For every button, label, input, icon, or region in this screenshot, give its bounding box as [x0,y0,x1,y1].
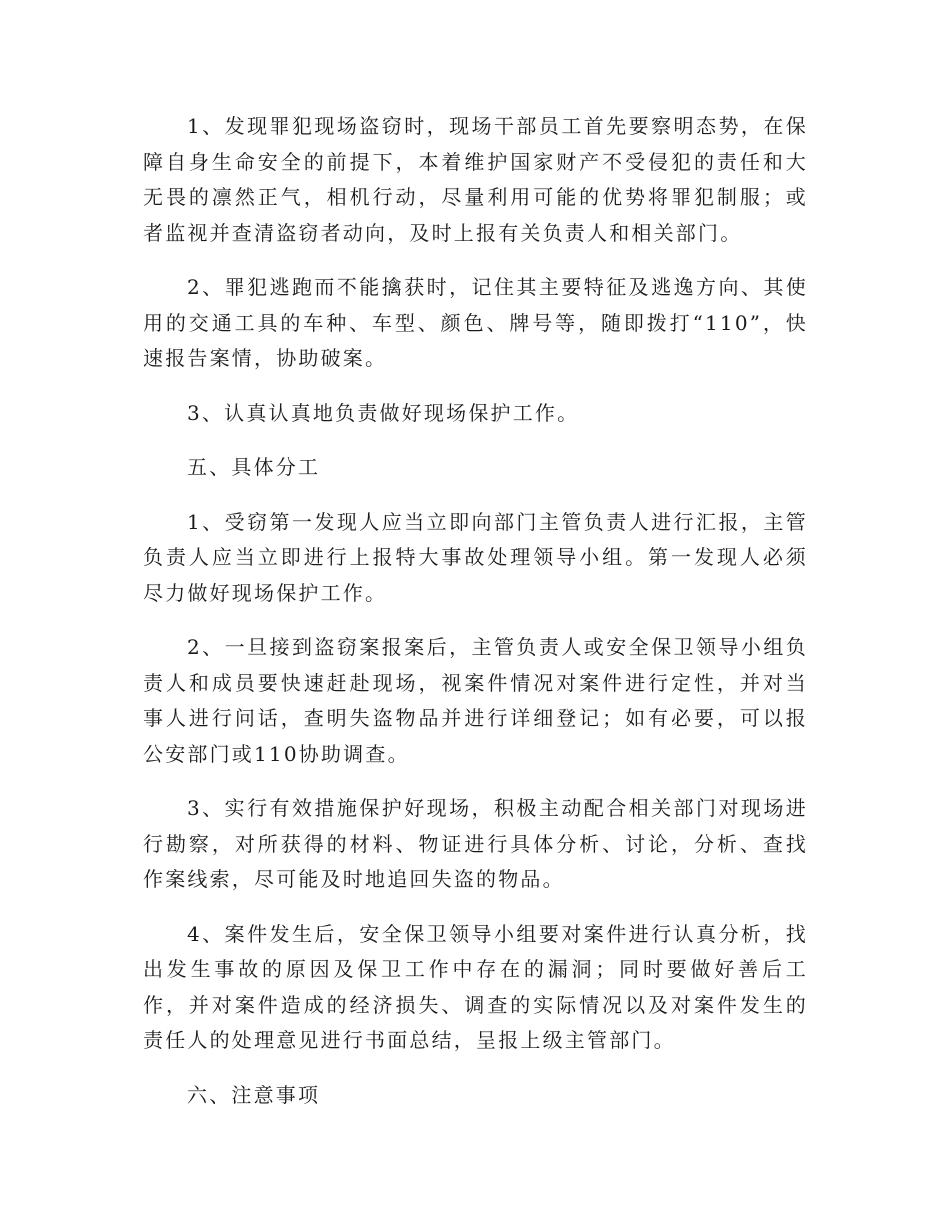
paragraph-scene-investigation: 3、实行有效措施保护好现场，积极主动配合相关部门对现场进行勘察，对所获得的材料、物证进行具体分析、讨论，分析、查找作案线索，尽可能及时地追回失盗的物品。 [143,796,808,891]
paragraph-case-analysis: 4、案件发生后，安全保卫领导小组要对案件进行认真分析，找出发生事故的原因及保卫工作中存在的漏洞；同时要做好善后工作，并对案件造成的经济损失、调查的实际情况以及对案件发生的责任人的处理意见进行书面总结，呈报上级主管部门。 [143,921,808,1052]
paragraph-suspect-escaped: 2、罪犯逃跑而不能擒获时，记住其主要特征及逃逸方向、其使用的交通工具的车种、车型、颜色、牌号等，随即拨打“110”，快速报告案情，协助破案。 [143,275,808,370]
section-heading-precautions: 六、注意事项 [187,1082,321,1107]
document-body [143,109,808,1132]
paragraph-action-on-discovery: 1、发现罪犯现场盗窃时，现场干部员工首先要察明态势，在保障自身生命安全的前提下，本着维护国家财产不受侵犯的责任和大无畏的凛然正气，相机行动，尽量利用可能的优势将罪犯制服；或者监视并查清盗窃者动向，及时上报有关负责人和相关部门。 [143,114,808,245]
section-heading-division-of-work: 五、具体分工 [187,455,321,479]
paragraph-after-report: 2、一旦接到盗窃案报案后，主管负责人或安全保卫领导小组负责人和成员要快速赶赴现场，视案件情况对案件进行定性，并对当事人进行问话，查明失盗物品并进行详细登记；如有必要，可以报公安部门或110协助调查。 [143,635,808,766]
paragraph-protect-scene: 3、认真认真地负责做好现场保护工作。 [187,400,580,425]
paragraph-first-discoverer: 1、受窃第一发现人应当立即向部门主管负责人进行汇报，主管负责人应当立即进行上报特大事故处理领导小组。第一发现人必须尽力做好现场保护工作。 [143,509,808,605]
